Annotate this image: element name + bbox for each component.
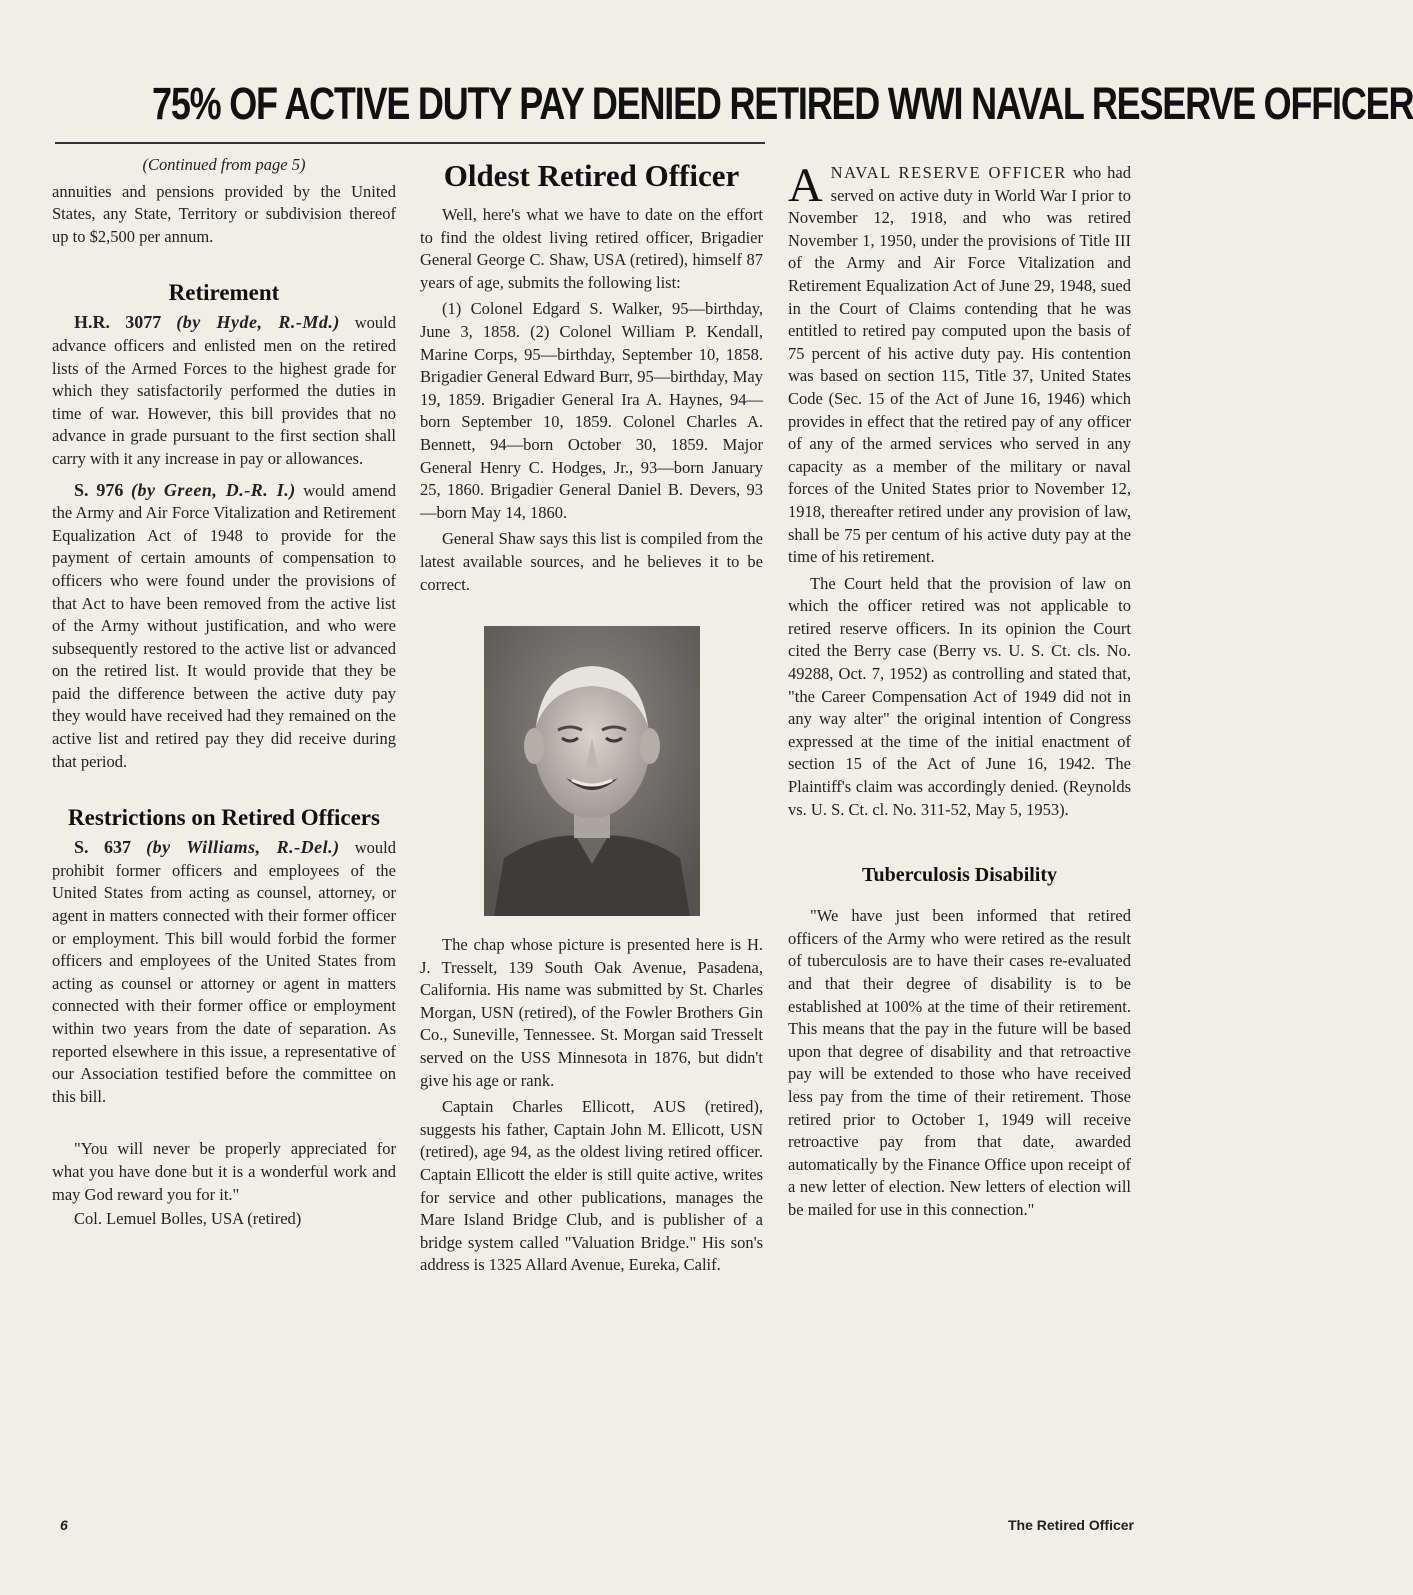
column-1 (52, 154, 396, 1231)
portrait-photo (484, 626, 700, 916)
bill-s637 (52, 836, 396, 1108)
retirement-heading: Retirement (168, 280, 280, 306)
publication-name: The Retired Officer (1007, 1517, 1134, 1533)
oldest-officer-heading: Oldest Retired Officer (443, 158, 740, 193)
paragraph: The Court held that the provision of law on which the officer retired was not applicable to retired reserve officers. In its opinion the Court cited the Berry case (Berry vs. U. S. Ct. cls. No. 49288, Oct. 7, 1952) as controlling and stated that, "the Career Compensation Act of 1949 did not in any way alter" the original intention of Congress expressed at the time of the initial enactment of section 15 of the Act of June 16, 1942. The Plaintiff's claim was accordingly denied. (Reynolds vs. U. S. Ct. cl. No. 311-52, May 5, 1953). (788, 573, 1131, 819)
bill-s976 (52, 479, 396, 774)
portrait-image (484, 626, 700, 916)
bill-text: would amend the Army and Air Force Vitalization and Retirement Equalization Act of 1948 to provide for the payment of certain amounts of compensation to officers who were found under the provisions of that Act to have been removed from the active list of the Army without justification, and who were subsequently restored to the active list or advanced on the retired list. It would provide that they be paid the difference between the active duty pay they would have received had they remained on the active list and retired pay they did receive during that period. (52, 480, 397, 771)
bill-sponsor: (by Williams, R.-Del.) (146, 837, 340, 858)
lead-caps: NAVAL RESERVE OFFICER (830, 163, 1067, 182)
paragraph: Well, here's what we have to date on the effort to find the oldest living retired officer, Brigadier General George C. Shaw, USA (retired), himself 87 years of age, submits the following list: (420, 205, 763, 292)
tuberculosis-heading: Tuberculosis Disability (861, 864, 1058, 887)
continued-note: (Continued from page 5) (142, 155, 306, 174)
bill-text: would advance officers and enlisted men on the retired lists of the Armed Forces to the highest grade for which they satisfactorily performed the duties in time of war. However, this bill provides that no advance in grade pursuant to the first section shall carry with it any increase in pay or allowances. (52, 313, 397, 468)
column-2 (420, 155, 763, 1277)
lead-text: who had served on active duty in World War I prior to November 12, 1918, and who was retired November 1, 1950, under the provisions of Title III of the Army and Air Force Vitalization and Retirement Equalization Act of June 29, 1948, sued in the Court of Claims contending that he was entitled to retired pay computed upon the basis of 75 percent of his active duty pay. His contention was based on section 115, Title 37, United States Code (Sec. 15 of the Act of June 16, 1946) which provides in effect that the retired pay of any officer of any of the armed services who served in any capacity as a member of the military or naval forces of the United States prior to November 12, 1918, thereafter retired under any provision of law, shall be 75 per centum of his active duty pay at the time of his retirement. (788, 163, 1132, 567)
bill-number: S. 637 (74, 837, 132, 858)
lead-paragraph (788, 159, 1132, 569)
page-number: 6 (60, 1517, 68, 1533)
bill-text: would prohibit former officers and employees of the United States from acting as counsel, attorney, or agent in matters connected with their former officer or employment. This bill would forbid the former officers and employees of the United States from acting as counsel or attorney or agent in matters connected with their former office or employment within two years from the date of separation. As reported elsewhere in this issue, a representative of our Association testified before the committee on this bill. (52, 838, 396, 1106)
quote: "You will never be properly appreciated for what you have done but it is a wonderful work and may God reward you for it." (52, 1139, 396, 1204)
column-3 (788, 159, 1132, 1222)
headline-rule (55, 142, 765, 144)
bill-number: S. 976 (74, 479, 124, 500)
bill-sponsor: (by Green, D.-R. I.) (130, 479, 296, 500)
paragraph: "We have just been informed that retired officers of the Army who were retired as the result of tuberculosis are to have their cases re-evaluated and that their degree of disability is to be established at 100% at the time of their retirement. This means that the pay in the future will be based upon that degree of disability and that retroactive pay will be extended to those who have received less pay from the time of their retirement. Those retired prior to October 1, 1949 will receive retroactive pay from that date, awarded automatically by the Finance Office upon receipt of a new letter of election. New letters of election will be mailed for use in this connection." (788, 906, 1131, 1219)
restrictions-heading: Restrictions on Retired Officers (68, 805, 380, 831)
intro-paragraph: annuities and pensions provided by the United States, any State, Territory or subdivision thereof up to $2,500 per annum. (52, 181, 396, 246)
paragraph: General Shaw says this list is compiled from the latest available sources, and he believes it to be correct. (420, 529, 763, 594)
drop-cap: A (788, 159, 823, 212)
headline: 75% OF ACTIVE DUTY PAY DENIED RETIRED WWI NAVAL RESERVE OFFICER (152, 78, 1413, 129)
bill-hr3077 (52, 311, 396, 470)
quote-author: Col. Lemuel Bolles, USA (retired) (74, 1209, 302, 1229)
paragraph: The chap whose picture is presented here is H. J. Tresselt, 139 South Oak Avenue, Pasadena, California. His name was submitted by St. Charles Morgan, USN (retired), of the Fowler Brothers Gin Co., Suneville, Tennessee. St. Morgan said Tresselt served on the USS Minnesota in 1876, but didn't give his age or rank. (420, 935, 763, 1090)
bill-number: H.R. 3077 (74, 312, 162, 333)
paragraph: Captain Charles Ellicott, AUS (retired), suggests his father, Captain John M. Ellicott, USN (retired), age 94, as the oldest living retired officer. Captain Ellicott the elder is still quite active, writes for service and other publications, manages the Mare Island Bridge Club, and is publisher of a bridge system called "Valuation Bridge." His son's address is 1325 Allard Avenue, Eureka, Calif. (420, 1097, 763, 1275)
bill-sponsor: (by Hyde, R.-Md.) (176, 312, 340, 333)
officer-list: (1) Colonel Edgard S. Walker, 95—birthday, June 3, 1858. (2) Colonel William P. Kendall, Marine Corps, 95—birthday, September 10, 1858. Brigadier General Edward Burr, 95—birthday, May 19, 1859. Brigadier General Ira A. Haynes, 94—born September 10, 1859. Colonel Charles A. Bennett, 94—born October 30, 1859. Major General Henry C. Hodges, Jr., 93—born January 25, 1860. Brigadier General Daniel B. Devers, 93—born May 14, 1860. (420, 299, 763, 522)
